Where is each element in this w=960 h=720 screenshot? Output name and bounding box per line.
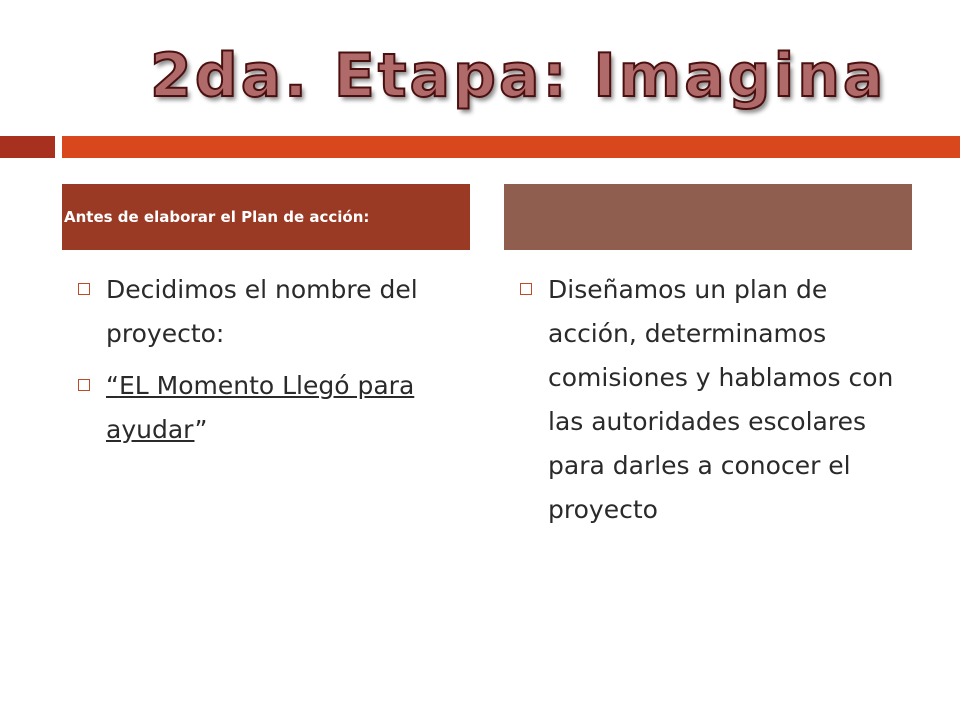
project-name-quote-close: ” <box>194 415 208 444</box>
square-bullet-icon <box>520 283 532 295</box>
left-column-header-text: Antes de elaborar el Plan de acción: <box>64 208 370 226</box>
right-column-header <box>504 184 912 250</box>
decor-bar-left <box>0 136 55 158</box>
project-name-link[interactable]: EL Momento Llegó para ayudar <box>106 371 415 444</box>
square-bullet-icon <box>78 283 90 295</box>
list-item <box>78 364 468 452</box>
slide-title: 2da. Etapa: Imagina <box>150 41 887 111</box>
decor-bar-separator <box>55 132 62 162</box>
decor-bar-right <box>62 136 960 158</box>
left-column-header <box>62 184 470 250</box>
list-item-text: Decidimos el nombre del proyecto: <box>106 275 418 348</box>
right-column <box>520 268 910 540</box>
list-item-text: Diseñamos un plan de acción, determinamos comisiones y hablamos con las autoridades escolares para darles a conocer el proyecto <box>548 275 894 524</box>
project-name-quote-open: “ <box>106 371 119 400</box>
list-item <box>78 268 468 356</box>
square-bullet-icon <box>78 379 90 391</box>
list-item <box>520 268 910 532</box>
left-column <box>78 268 468 460</box>
